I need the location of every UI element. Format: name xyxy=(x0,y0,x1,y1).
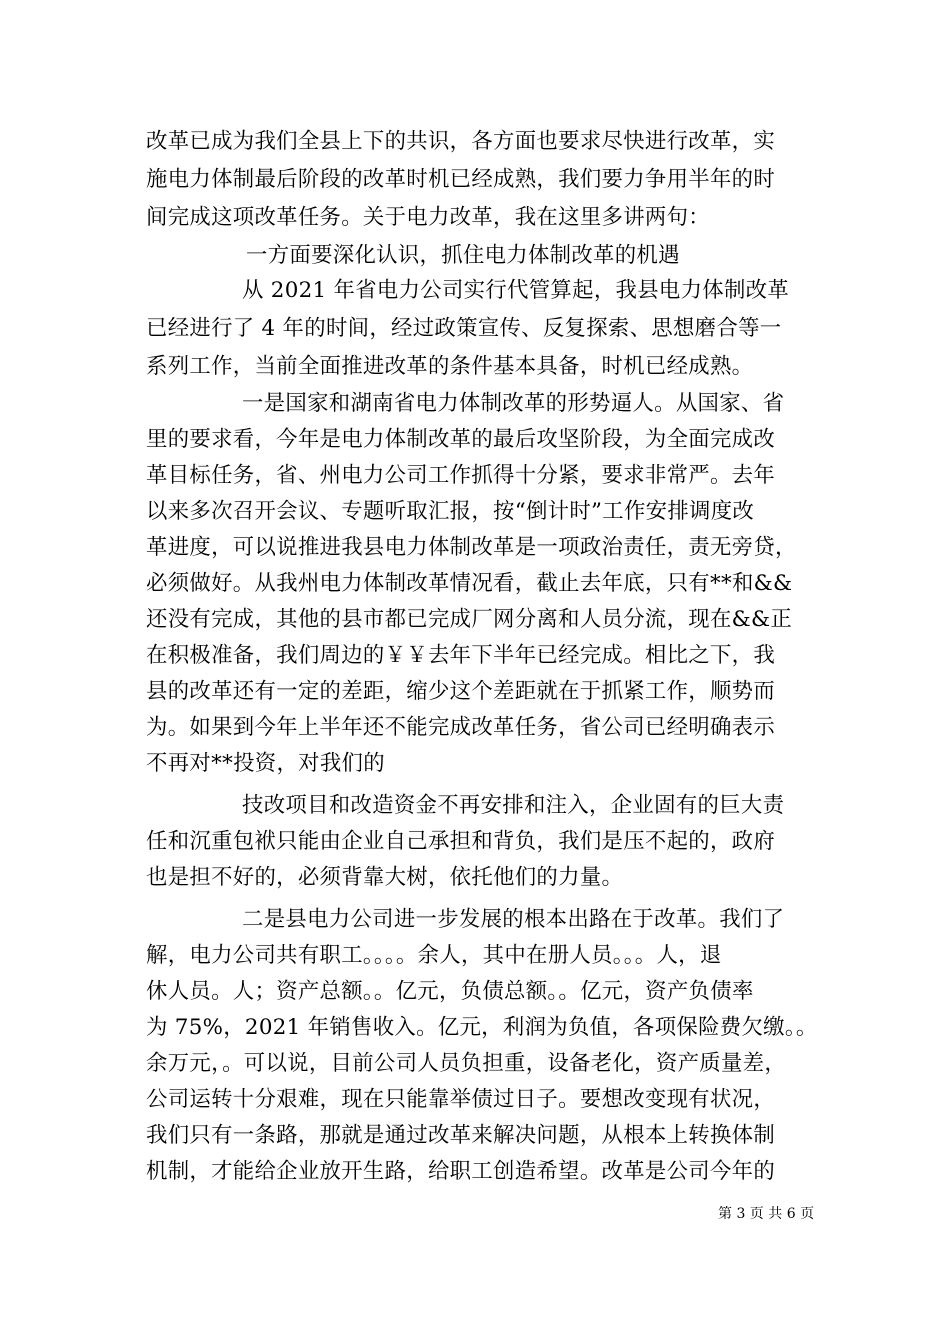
paragraph-line: 从 2021 年省电力公司实行代管算起，我县电力体制改革 xyxy=(242,278,790,303)
paragraph-line: 休人员。人；资产总额。。亿元，负债总额。。亿元，资产负债率 xyxy=(146,979,754,1004)
paragraph-line: 技改项目和改造资金不再安排和注入，企业固有的巨大责 xyxy=(242,793,785,818)
paragraph-line: 还没有完成，其他的县市都已完成厂网分离和人员分流，现在&&正 xyxy=(146,607,793,632)
paragraph-line: 公司运转十分艰难，现在只能靠举债过日子。要想改变现有状况， xyxy=(146,1087,776,1112)
paragraph-line: 革目标任务，省、州电力公司工作抓得十分紧，要求非常严。去年 xyxy=(146,463,776,488)
paragraph-line: 一是国家和湖南省电力体制改革的形势逼人。从国家、省 xyxy=(242,391,785,416)
paragraph-line: 为 75%，2021 年销售收入。亿元，利润为负值，各项保险费欠缴。。 xyxy=(146,1015,818,1040)
paragraph-line: 不再对**投资，对我们的 xyxy=(146,751,385,776)
paragraph-line: 余万元，。可以说，目前公司人员负担重，设备老化，资产质量差， xyxy=(146,1051,787,1076)
paragraph-line: 任和沉重包袱只能由企业自己承担和背负，我们是压不起的，政府 xyxy=(146,829,776,854)
paragraph-line: 革进度，可以说推进我县电力体制改革是一项政治责任，责无旁贷， xyxy=(146,535,797,560)
paragraph-line: 已经进行了 4 年的时间，经过政策宣传、反复探索、思想磨合等一 xyxy=(146,316,782,341)
paragraph-line: 也是担不好的，必须背靠大树，依托他们的力量。 xyxy=(146,865,624,890)
paragraph-line: 里的要求看，今年是电力体制改革的最后攻坚阶段，为全面完成改 xyxy=(146,427,776,452)
paragraph-line: 机制，才能给企业放开生路，给职工创造希望。改革是公司今年的 xyxy=(146,1159,776,1184)
paragraph-line: 我们只有一条路，那就是通过改革来解决问题，从根本上转换体制 xyxy=(146,1123,776,1148)
page-number-footer: 第 3 页 共 6 页 xyxy=(718,1206,815,1222)
paragraph-line: 在积极准备，我们周边的￥￥去年下半年已经完成。相比之下，我 xyxy=(146,643,776,668)
section-heading: 一方面要深化认识，抓住电力体制改革的机遇 xyxy=(246,243,680,268)
paragraph-line: 必须做好。从我州电力体制改革情况看，截止去年底，只有**和&& xyxy=(146,571,793,596)
paragraph-line: 以来多次召开会议、专题听取汇报，按“倒计时”工作安排调度改 xyxy=(146,499,755,524)
paragraph-line: 施电力体制最后阶段的改革时机已经成熟，我们要力争用半年的时 xyxy=(146,167,776,192)
paragraph-line: 间完成这项改革任务。关于电力改革，我在这里多讲两句： xyxy=(146,205,710,230)
paragraph-line: 县的改革还有一定的差距，缩少这个差距就在于抓紧工作，顺势而 xyxy=(146,679,776,704)
paragraph-line: 改革已成为我们全县上下的共识，各方面也要求尽快进行改革，实 xyxy=(146,129,776,154)
paragraph-line: 解，电力公司共有职工。。。。余人，其中在册人员。。。人，退 xyxy=(146,943,722,968)
paragraph-line: 二是县电力公司进一步发展的根本出路在于改革。我们了 xyxy=(242,907,785,932)
paragraph-line: 系列工作，当前全面推进改革的条件基本具备，时机已经成熟。 xyxy=(146,354,754,379)
paragraph-line: 为。如果到今年上半年还不能完成改革任务，省公司已经明确表示 xyxy=(146,715,776,740)
